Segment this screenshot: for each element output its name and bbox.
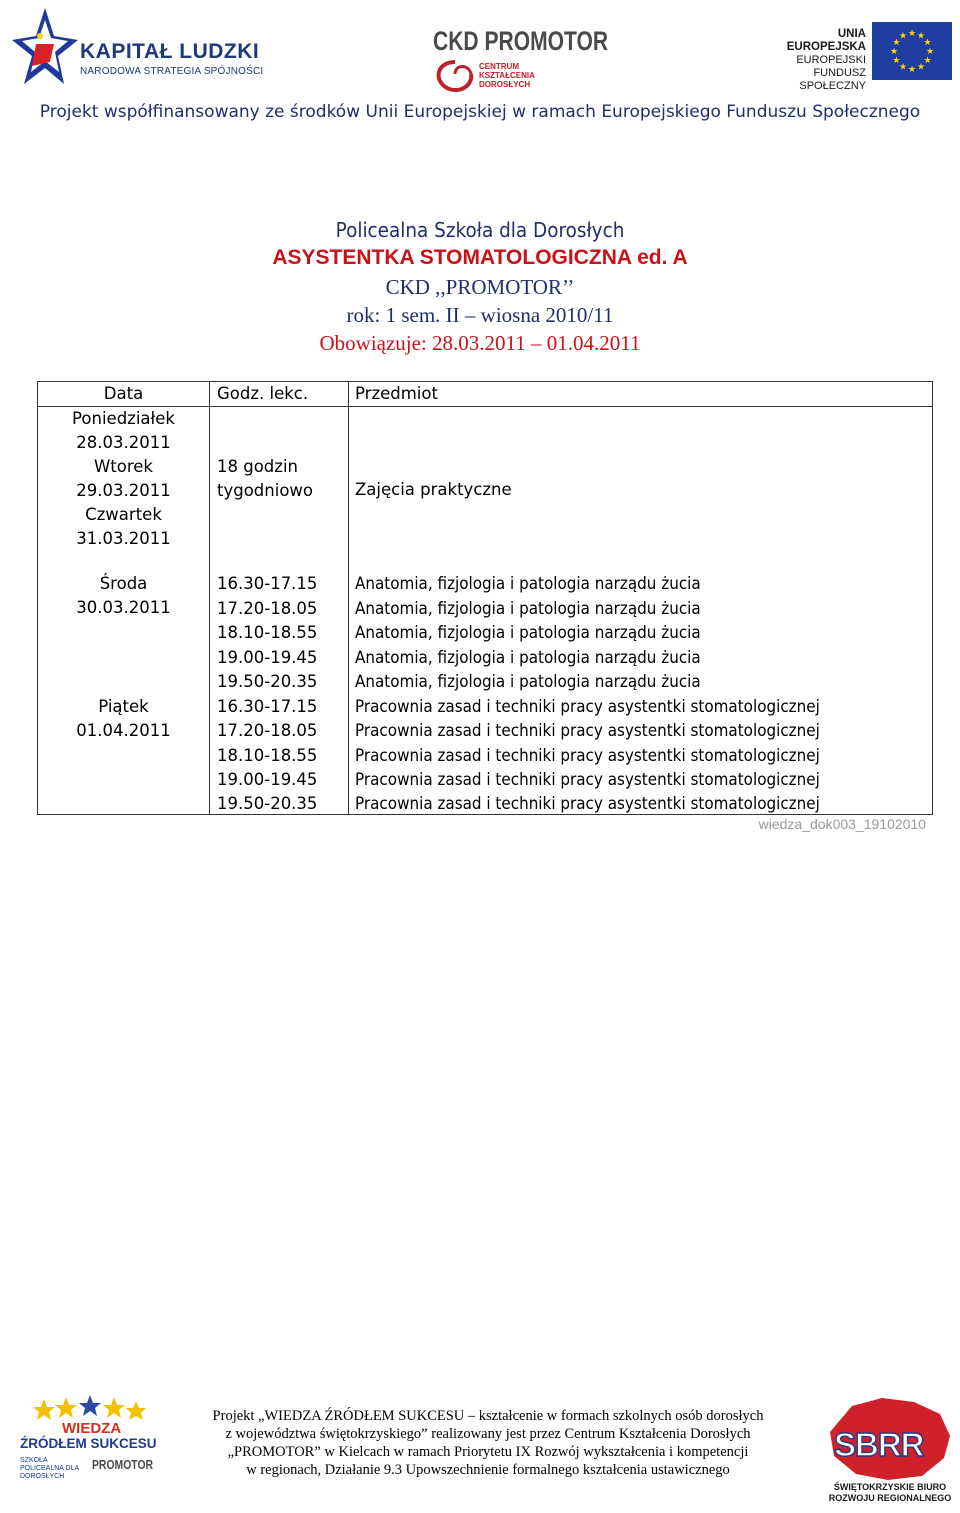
- lesson-time: 18.10-18.55: [217, 746, 318, 765]
- lesson-subject: Anatomia, fizjologia i patologia narządu żucia: [355, 672, 701, 691]
- eu-star-icon: ★: [907, 29, 917, 39]
- kapital-ludzki-name: KAPITAŁ LUDZKI: [80, 40, 260, 63]
- lesson-subject: Pracownia zasad i techniki pracy asystentki stomatologicznej: [355, 794, 820, 813]
- sbrr-name: SBRR: [834, 1426, 924, 1463]
- ckd-promotor-name: CKD PROMOTOR: [433, 26, 609, 56]
- sbrr-subtitle-line-1: ŚWIĘTOKRZYSKIE BIURO: [833, 1482, 947, 1492]
- lesson-time: 19.50-20.35: [217, 672, 318, 691]
- footer-text-line: z województwa świętokrzyskiego” realizowany jest przez Centrum Kształcenia Dorosłych: [225, 1426, 751, 1442]
- ckd-promotor-logo: [425, 4, 609, 96]
- lesson-time: 19.50-20.35: [217, 794, 318, 813]
- lesson-subject: Pracownia zasad i techniki pracy asystentki stomatologicznej: [355, 770, 820, 789]
- block-1-day: Poniedziałek: [72, 409, 175, 428]
- ckd-subtitle: [479, 62, 575, 89]
- lesson-time: 16.30-17.15: [217, 574, 318, 593]
- eu-star-icon: ★: [889, 47, 899, 57]
- cofinancing-note: Projekt współfinansowany ze środków Unii Europejskiej w ramach Europejskiego Funduszu Społecznego: [39, 102, 921, 122]
- ckd-subtitle-line-1: CENTRUM KSZTAŁCENIA: [479, 62, 535, 80]
- eu-star-icon: ★: [916, 31, 926, 42]
- day-name: Piątek: [98, 697, 149, 716]
- year-semester: rok: 1 sem. II – wiosna 2010/11: [346, 303, 614, 327]
- block-1-hours: 18 godzin: [217, 457, 298, 476]
- validity-period: Obowiązuje: 28.03.2011 – 01.04.2011: [319, 331, 641, 355]
- eu-logo-line-3: FUNDUSZ SPOŁECZNY: [799, 67, 866, 92]
- lesson-time: 18.10-18.55: [217, 623, 318, 642]
- eu-star-icon: ★: [898, 31, 908, 42]
- footer-text-line: w regionach, Działanie 9.3 Upowszechnienie formalnego kształcenia ustawicznego: [246, 1462, 730, 1478]
- day-date: 30.03.2011: [76, 598, 171, 617]
- course-name: ASYSTENTKA STOMATOLOGICZNA ed. A: [272, 246, 688, 269]
- block-1-day: Wtorek: [93, 457, 153, 476]
- lesson-subject: Pracownia zasad i techniki pracy asystentki stomatologicznej: [355, 697, 820, 716]
- eu-star-icon: ★: [925, 47, 935, 57]
- header-hours: Godz. lekc.: [217, 384, 309, 403]
- center-name: CKD ,,PROMOTOR’’: [385, 275, 575, 299]
- header-subject: Przedmiot: [355, 384, 438, 403]
- lesson-time: 19.00-19.45: [217, 770, 318, 789]
- wiedza-logo: [14, 1395, 164, 1507]
- lesson-time: 17.20-18.05: [217, 721, 318, 740]
- kapital-ludzki-subtitle: NARODOWA STRATEGIA SPÓJNOŚCI: [80, 66, 264, 77]
- eu-flag-icon: [872, 22, 952, 80]
- sbrr-subtitle-line-2: ROZWOJU REGIONALNEGO: [828, 1493, 952, 1503]
- header-date: Data: [103, 384, 144, 403]
- block-1-day: Czwartek: [85, 505, 162, 524]
- day-name: Środa: [99, 574, 148, 593]
- block-1-date: 31.03.2011: [76, 529, 171, 548]
- eu-star-icon: ★: [923, 56, 932, 66]
- eu-star-icon: ★: [907, 65, 917, 75]
- lesson-subject: Pracownia zasad i techniki pracy asystentki stomatologicznej: [355, 721, 820, 740]
- block-1-date: 29.03.2011: [76, 481, 171, 500]
- eu-star-icon: ★: [923, 38, 932, 48]
- column-divider: [209, 382, 210, 814]
- lesson-time: 16.30-17.15: [217, 697, 318, 716]
- sbrr-subtitle: [822, 1482, 958, 1504]
- schedule-table: [37, 381, 933, 815]
- sbrr-logo: [822, 1396, 958, 1510]
- wiedza-logo-line-3: SZKOŁA POLICEALNA DLA DOROSŁYCH: [20, 1457, 79, 1480]
- eu-logo: [756, 22, 952, 92]
- school-name: Policealna Szkoła dla Dorosłych: [335, 218, 625, 242]
- block-1-hours: tygodniowo: [217, 481, 314, 500]
- column-divider: [348, 382, 349, 814]
- wiedza-logo-line-1: WIEDZA: [62, 1420, 122, 1437]
- document-id: wiedza_dok003_19102010: [758, 816, 926, 832]
- wiedza-logo-line-2: ŹRÓDŁEM SUKCESU: [20, 1436, 157, 1451]
- footer-project-text: [170, 1407, 806, 1479]
- kapital-ludzki-star-icon: [10, 6, 80, 86]
- lesson-subject: Anatomia, fizjologia i patologia narządu żucia: [355, 648, 701, 667]
- eu-star-icon: ★: [898, 62, 908, 73]
- lesson-time: 17.20-18.05: [217, 599, 318, 618]
- day-date: 01.04.2011: [76, 721, 171, 740]
- block-1-date: 28.03.2011: [76, 433, 171, 452]
- lesson-subject: Pracownia zasad i techniki pracy asystentki stomatologicznej: [355, 746, 820, 765]
- kapital-ludzki-logo: [8, 6, 268, 86]
- lesson-subject: Anatomia, fizjologia i patologia narządu żucia: [355, 623, 701, 642]
- eu-logo-text: [756, 28, 866, 93]
- eu-logo-line-2: EUROPEJSKI: [796, 54, 866, 66]
- eu-logo-line-1: UNIA EUROPEJSKA: [786, 28, 866, 53]
- lesson-subject: Anatomia, fizjologia i patologia narządu żucia: [355, 574, 701, 593]
- block-1-subject: Zajęcia praktyczne: [355, 480, 512, 499]
- lesson-time: 19.00-19.45: [217, 648, 318, 667]
- eu-star-icon: ★: [892, 56, 901, 66]
- eu-star-icon: ★: [916, 62, 926, 73]
- lesson-subject: Anatomia, fizjologia i patologia narządu żucia: [355, 599, 701, 618]
- wiedza-logo-line-4: PROMOTOR: [92, 1457, 154, 1472]
- footer-text-line: „PROMOTOR” w Kielcach w ramach Priorytetu IX Rozwój wykształcenia i kompetencji: [227, 1444, 749, 1460]
- ckd-subtitle-line-2: DOROSŁYCH: [479, 80, 531, 89]
- footer-text-line: Projekt „WIEDZA ŹRÓDŁEM SUKCESU – kształcenie w formach szkolnych osób dorosłych: [212, 1408, 764, 1424]
- eu-star-icon: ★: [892, 38, 901, 48]
